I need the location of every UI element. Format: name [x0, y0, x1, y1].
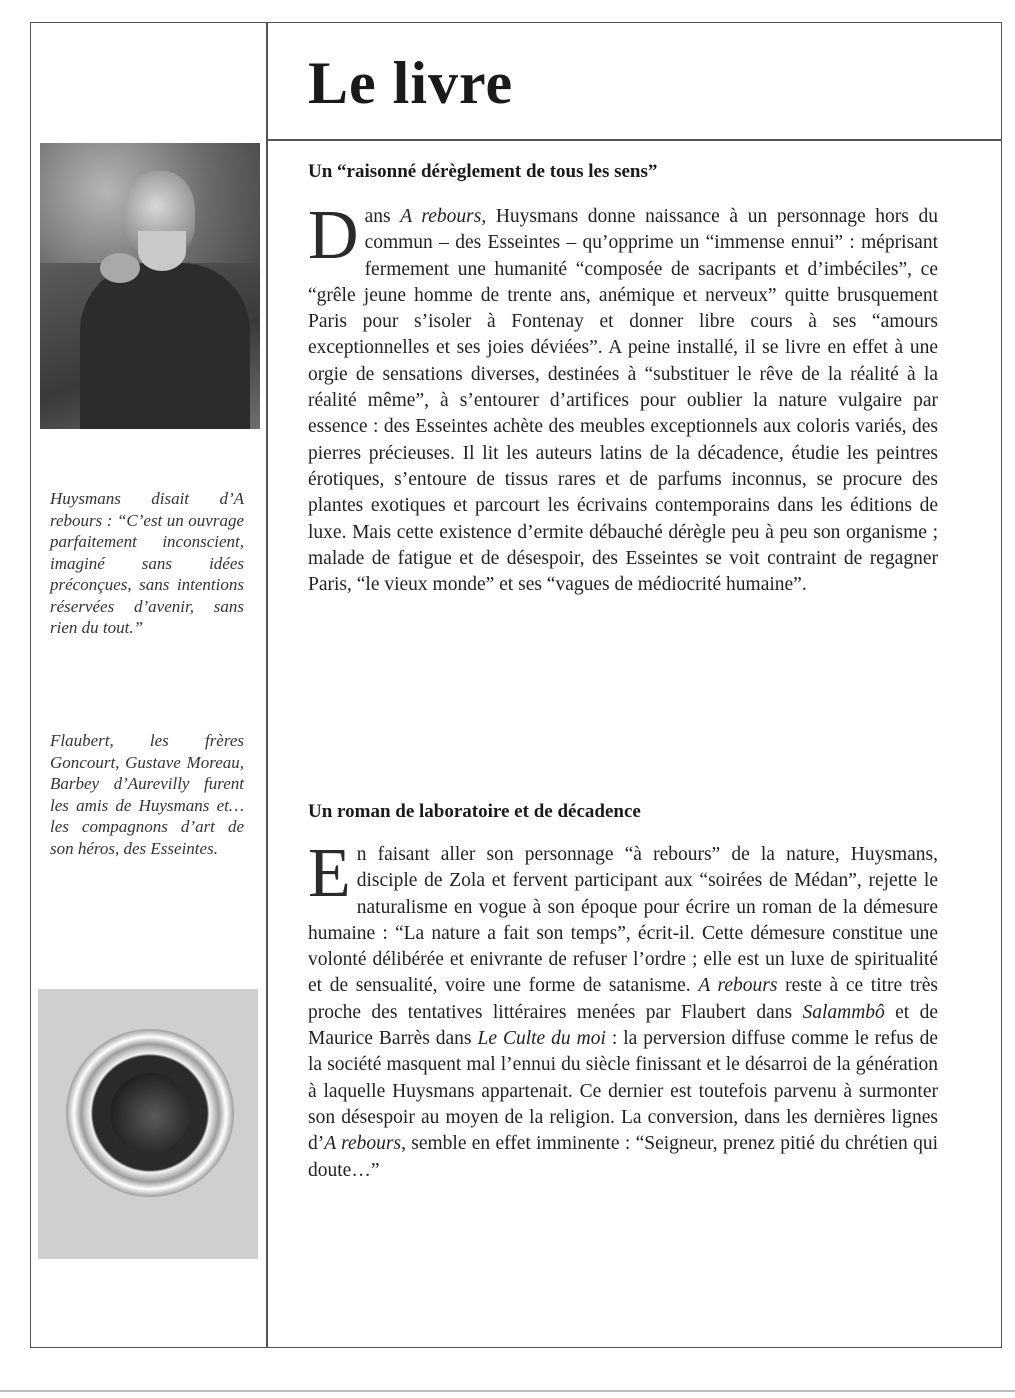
section-paragraph-1: Dans A rebours, Huysmans donne naissance à un personnage hors du commun – des Esseintes – qu’opprime un “immense ennui” : méprisant fermement une humanité “composée de sacripants et d’imbéciles”, ce “grêle jeune homme de trente ans, anémique et nerveux” quitte brusquement Paris pour s’isoler à Fontenay et donner libre cours à ses “amours exceptionnelles et ses joies déviées”. A peine installé, il se livre en effet à une orgie de sensations diverses, destinées à “substituer le rêve de la réalité à la réalité même”, à s’entourer d’artifices pour oublier la nature vulgaire par essence : des Esseintes achète des meubles exceptionnels aux coloris variés, des pierres précieuses. Il lit les auteurs latins de la décadence, étudie les peintres érotiques, s’entoure de tissus rares et de parfums inconnus, se procure des plantes exotiques et parcourt les écrivains contemporains dans les éditions de luxe. Mais cette existence d’ermite débauché dérègle peu à peu son organisme ; malade de fatigue et de désespoir, des Esseintes se voit contraint de regagner Paris, “le vieux monde” et ses “vagues de médiocrité humaine”.	[308, 197, 938, 596]
section-heading-1: Un “raisonné dérèglement de tous les sens”	[308, 161, 658, 182]
sidebar-caption-friends: Flaubert, les frères Goncourt, Gustave Moreau, Barbey d’Aurevilly furent les amis de Huysmans et… les compagnons d’art de son héros, des Esseintes.	[50, 731, 244, 858]
page-bottom-edge	[0, 1390, 1015, 1392]
column-divider	[266, 22, 268, 1348]
page-title: Le livre	[308, 50, 514, 116]
portrait-photo	[40, 143, 260, 429]
section-paragraph-2: En faisant aller son personnage “à rebours” de la nature, Huysmans, disciple de Zola et fervent participant aux “soirées de Médan”, rejette le naturalisme en vogue à son époque pour écrire un roman de la démesure humaine : “La nature a fait son temps”, écrit-il. Cette démesure constitue une volonté délibérée et enivrante de refuser l’ordre ; elle est un luxe de spiritualité et de sensualité, voire une forme de satanisme. A rebours reste à ce titre très proche des tentatives littéraires menées par Flaubert dans Salammbô et de Maurice Barrès dans Le Culte du moi : la perversion diffuse comme le refus de la société masquent mal l’ennui du siècle finissant et le désarroi de la génération à laquelle Huysmans appartenait. Ce dernier est toutefois parvenu à surmonter son désespoir au moyen de la religion. La conversion, dans les dernières lignes d’A rebours, semble en effet imminente : “Seigneur, prenez pitié du chrétien qui doute…”	[308, 835, 938, 1181]
section-heading-2: Un roman de laboratoire et de décadence	[308, 801, 641, 822]
drop-cap: D	[308, 197, 359, 274]
drop-cap: E	[308, 835, 351, 912]
sidebar-caption-quote: Huysmans disait d’A rebours : “C’est un ouvrage parfaitement inconscient, imaginé sans idées préconçues, sans intentions réservées d’avenir, sans rien du tout.”	[50, 489, 244, 637]
jewel-photo	[38, 989, 258, 1259]
title-divider	[266, 139, 1002, 141]
